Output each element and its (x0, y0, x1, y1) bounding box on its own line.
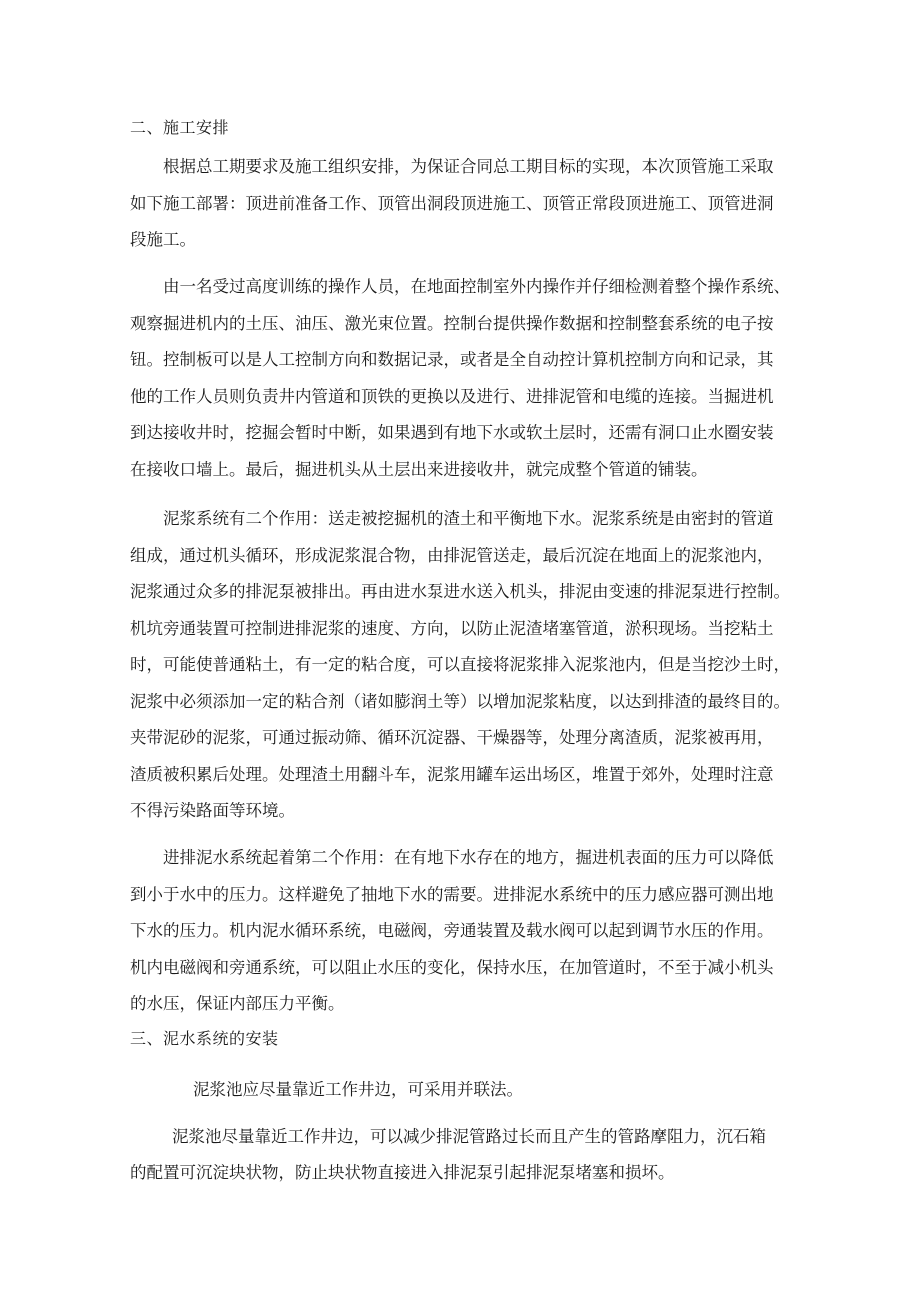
text-line: 不得污染路面等环境。 (130, 801, 295, 820)
section-heading-construction-arrangement: 二、施工安排 (130, 118, 230, 137)
text-line: 段施工。 (130, 230, 196, 249)
text-line: 渣质被积累后处理。处理渣土用翻斗车，泥浆用罐车运出场区，堆置于郊外，处理时注意 (130, 765, 774, 784)
text-line: 泥浆通过众多的排泥泵被排出。再由进水泵进水送入机头，排泥由变速的排泥泵进行控制。 (130, 582, 790, 601)
text-line: 机内电磁阀和旁通系统，可以阻止水压的变化，保持水压，在加管道时，不至于减小机头 (130, 958, 774, 977)
section-heading-slurry-system-installation: 三、泥水系统的安装 (130, 1029, 279, 1048)
text-line: 泥浆系统有二个作用：送走被挖掘机的渣土和平衡地下水。泥浆系统是由密封的管道 (163, 509, 774, 528)
text-line: 泥浆池尽量靠近工作井边，可以减少排泥管路过长而且产生的管路摩阻力，沉石箱 (172, 1127, 766, 1146)
text-line: 根据总工期要求及施工组织安排，为保证合同总工期目标的实现，本次顶管施工采取 (163, 157, 774, 176)
text-line: 如下施工部署：顶进前准备工作、顶管出洞段顶进施工、顶管正常段顶进施工、顶管进洞 (130, 194, 774, 213)
text-line: 泥浆中必须添加一定的粘合剂（诸如膨润土等）以增加泥浆粘度，以达到排渣的最终目的。 (130, 692, 790, 711)
text-line: 到小于水中的压力。这样避免了抽地下水的需要。进排泥水系统中的压力感应器可测出地 (130, 885, 774, 904)
text-line: 下水的压力。机内泥水循环系统，电磁阀，旁通装置及载水阀可以起到调节水压的作用。 (130, 921, 774, 940)
text-line: 他的工作人员则负责井内管道和顶铁的更换以及进行、进排泥管和电缆的连接。当掘进机 (130, 387, 774, 406)
text-line: 机坑旁通装置可控制进排泥浆的速度、方向，以防止泥渣堵塞管道，淤积现场。当挖粘土 (130, 619, 774, 638)
text-line: 组成，通过机头循环，形成泥浆混合物，由排泥管送走，最后沉淀在地面上的泥浆池内， (130, 546, 774, 565)
text-line: 到达接收井时，挖掘会暂时中断，如果遇到有地下水或软土层时，还需有洞口止水圈安装 (130, 423, 774, 442)
text-line: 在接收口墙上。最后，掘进机头从土层出来进接收井，就完成整个管道的铺装。 (130, 460, 708, 479)
text-line: 时，可能使普通粘土，有一定的粘合度，可以直接将泥浆排入泥浆池内，但是当挖沙土时， (130, 655, 790, 674)
text-line: 夹带泥砂的泥浆，可通过振动筛、循环沉淀器、干燥器等，处理分离渣质，泥浆被再用， (130, 728, 774, 747)
text-line: 的配置可沉淀块状物，防止块状物直接进入排泥泵引起排泥泵堵塞和损坏。 (130, 1163, 675, 1182)
text-line: 观察掘进机内的土压、油压、激光束位置。控制台提供操作数据和控制整套系统的电子按 (130, 314, 774, 333)
text-line: 进排泥水系统起着第二个作用：在有地下水存在的地方，掘进机表面的压力可以降低 (163, 848, 774, 867)
text-line: 钮。控制板可以是人工控制方向和数据记录，或者是全自动控计算机控制方向和记录，其 (130, 350, 774, 369)
text-line: 的水压，保证内部压力平衡。 (130, 994, 345, 1013)
text-line: 由一名受过高度训练的操作人员，在地面控制室外内操作并仔细检测着整个操作系统、 (163, 277, 790, 296)
text-line: 泥浆池应尽量靠近工作井边，可采用并联法。 (193, 1080, 523, 1099)
